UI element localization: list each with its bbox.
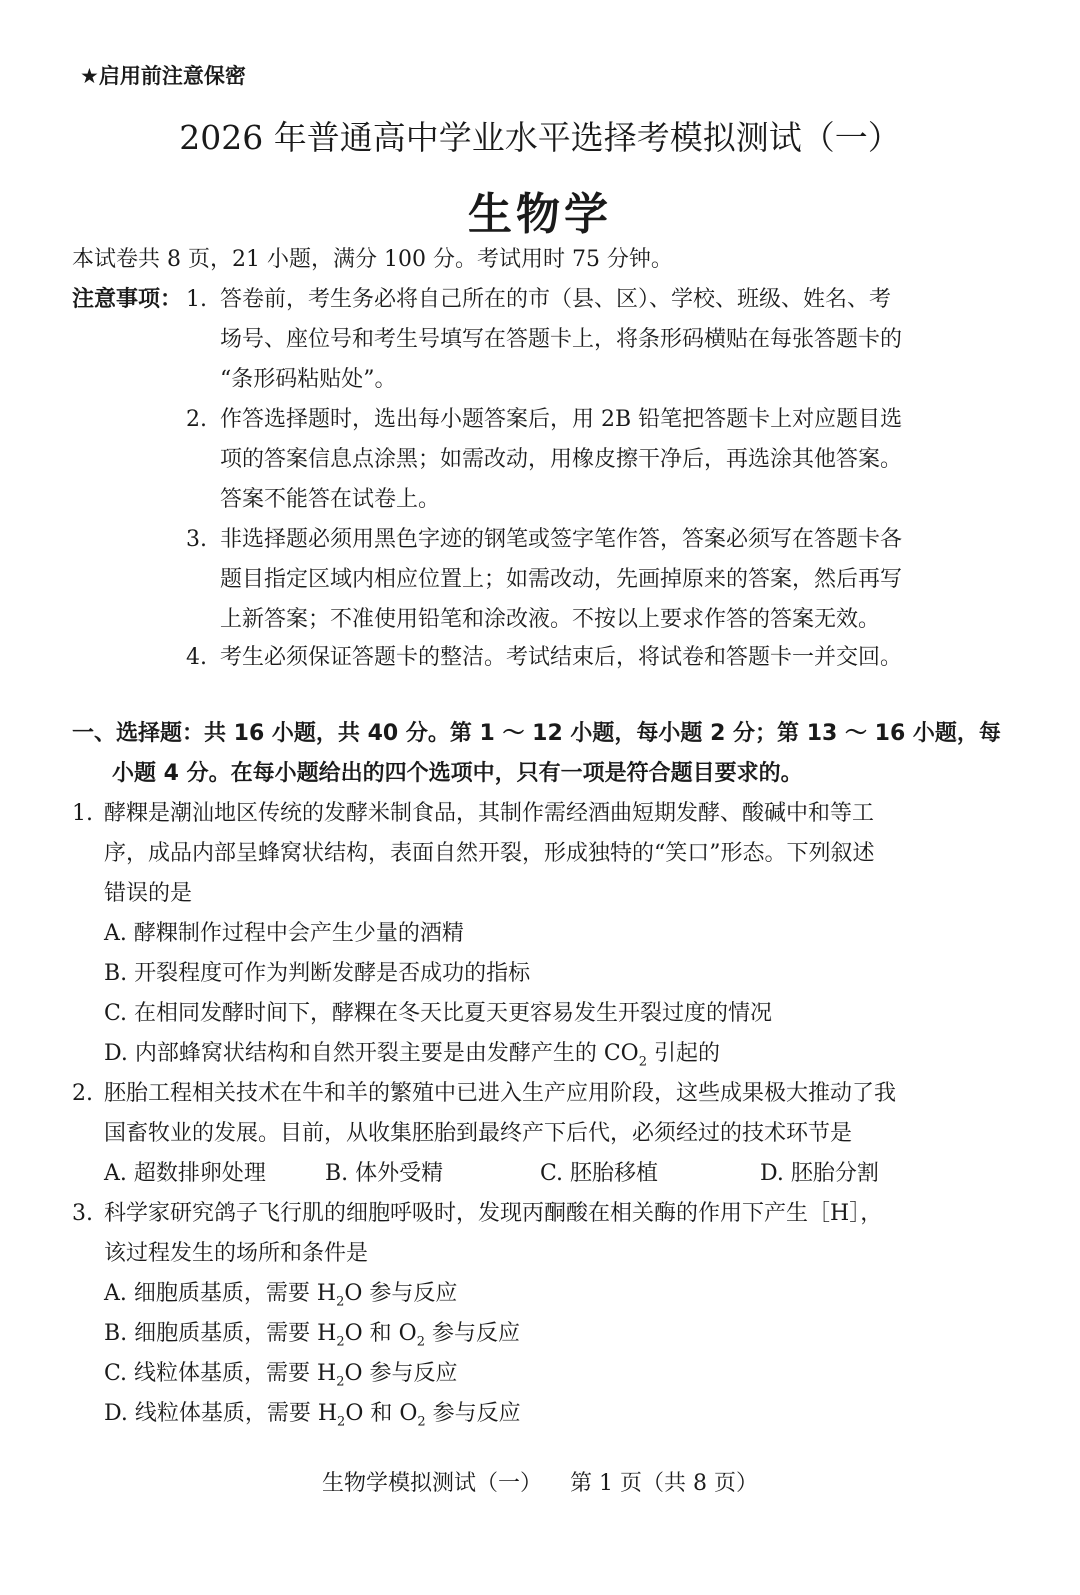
option-d: D. 线粒体基质，需要 $H_2O$ 和 $O_2$ 参与反应 (104, 1401, 521, 1430)
page-number: 第 1 页（共 8 页） (570, 1471, 758, 1496)
section-heading: 一、选择题：共 16 小题，共 40 分。第 1 ～ 12 小题，每小题 2 分；第 13 ～ 16 小题，每 (72, 721, 1001, 746)
footer-title: 生物学模拟测试（一） (322, 1471, 543, 1496)
page-footer (0, 1466, 1080, 1497)
note-number: 3. (186, 527, 207, 552)
question-stem: 国畜牧业的发展。目前，从收集胚胎到最终产下后代，必须经过的技术环节是 (104, 1121, 853, 1146)
note-line: 项的答案信息点涂黑；如需改动，用橡皮擦干净后，再选涂其他答案。 (220, 447, 903, 472)
note-line: 考生必须保证答题卡的整洁。考试结束后，将试卷和答题卡一并交回。 (220, 645, 903, 670)
option-c: C. 在相同发酵时间下，酵粿在冬天比夏天更容易发生开裂过度的情况 (104, 1001, 773, 1026)
exam-info: 本试卷共 8 页，21 小题，满分 100 分。考试用时 75 分钟。 (72, 247, 673, 272)
question-number: 1. (72, 801, 93, 826)
option-b: B. 开裂程度可作为判断发酵是否成功的指标 (104, 961, 531, 986)
note-line: 答卷前，考生务必将自己所在的市（县、区）、学校、班级、姓名、考 (220, 287, 892, 312)
option-b: B. 细胞质基质，需要 $H_2O$ 和 $O_2$ 参与反应 (104, 1321, 520, 1350)
subject-title: 生物学 (468, 189, 612, 240)
option-c: C. 线粒体基质，需要 $H_2O$ 参与反应 (104, 1361, 458, 1390)
question-stem: 酵粿是潮汕地区传统的发酵米制食品，其制作需经酒曲短期发酵、酸碱中和等工 (104, 801, 875, 826)
exam-title: 2026 年普通高中学业水平选择考模拟测试（一） (179, 118, 901, 157)
note-number: 1. (186, 287, 207, 312)
option-c: C. 胚胎移植 (540, 1161, 659, 1186)
question-number: 3. (72, 1201, 93, 1226)
note-line: “条形码粘贴处”。 (220, 367, 397, 392)
option-a: A. 酵粿制作过程中会产生少量的酒精 (104, 921, 464, 946)
option-d: D. 内部蜂窝状结构和自然开裂主要是由发酵产生的 $CO_2$ 引起的 (104, 1041, 720, 1070)
notes-label: 注意事项： (72, 287, 183, 312)
note-line: 题目指定区域内相应位置上；如需改动，先画掉原来的答案，然后再写 (220, 567, 903, 592)
question-stem: 错误的是 (104, 881, 193, 906)
note-line: 非选择题必须用黑色字迹的钢笔或签字笔作答，答案必须写在答题卡各 (220, 527, 903, 552)
question-number: 2. (72, 1081, 93, 1106)
note-line: 场号、座位号和考生号填写在答题卡上，将条形码横贴在每张答题卡的 (220, 327, 903, 352)
option-a: A. 细胞质基质，需要 $H_2O$ 参与反应 (104, 1281, 458, 1310)
option-b: B. 体外受精 (325, 1161, 444, 1186)
note-number: 4. (186, 645, 207, 670)
section-heading-cont: 小题 4 分。在每小题给出的四个选项中，只有一项是符合题目要求的。 (112, 761, 803, 786)
question-stem: 序，成品内部呈蜂窝状结构，表面自然开裂，形成独特的“笑口”形态。下列叙述 (104, 841, 875, 866)
note-line: 作答选择题时，选出每小题答案后，用 2B 铅笔把答题卡上对应题目选 (220, 407, 903, 432)
confidential-mark: ★启用前注意保密 (80, 64, 246, 88)
note-line: 答案不能答在试卷上。 (220, 487, 441, 512)
option-a: A. 超数排卵处理 (104, 1161, 266, 1186)
note-number: 2. (186, 407, 207, 432)
question-stem: 该过程发生的场所和条件是 (104, 1241, 369, 1266)
question-stem: 胚胎工程相关技术在牛和羊的繁殖中已进入生产应用阶段，这些成果极大推动了我 (104, 1081, 897, 1106)
option-d: D. 胚胎分割 (760, 1161, 879, 1186)
question-stem: 科学家研究鸽子飞行肌的细胞呼吸时，发现丙酮酸在相关酶的作用下产生［H］， (104, 1201, 883, 1226)
note-line: 上新答案；不准使用铅笔和涂改液。不按以上要求作答的答案无效。 (220, 607, 881, 632)
